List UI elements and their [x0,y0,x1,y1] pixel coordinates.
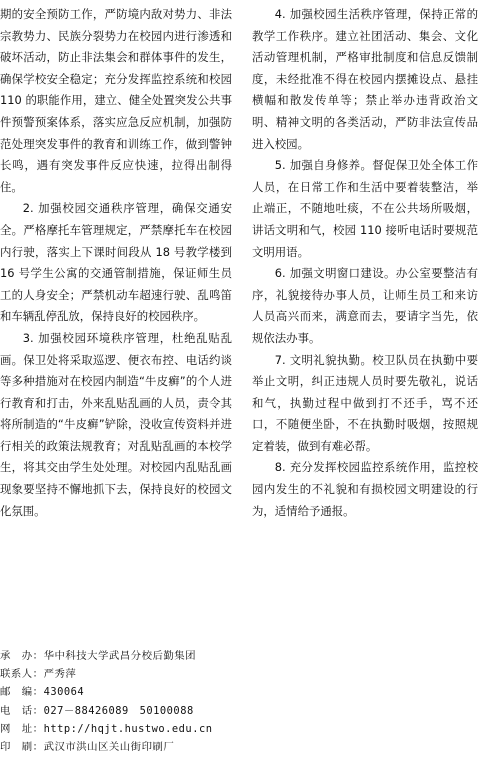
printer-row [0,738,480,756]
website-link[interactable]: http://hqjt.hustwo.edu.cn [43,722,213,735]
paragraph-traffic-order: 2. 加强校园交通秩序管理，确保交通安全。严格摩托车管理规定，严禁摩托车在校园内行驶，落实上下课时间段从 18 号教学楼到 16 号学生公寓的交通管制措施，保证师生员工的人身安全；严禁机动车超速行驶、乱鸣笛和车辆乱停乱放，保持良好的校园秩序。 [0,201,232,324]
postcode-value: 430064 [43,686,85,699]
left-column [0,4,232,522]
organizer-row [0,647,480,665]
contact-label: 联系人： [0,668,44,681]
website-label: 网 址： [0,722,44,735]
paragraph-service-window: 6. 加强文明窗口建设。办公室要整洁有序，礼貌接待办事人员，让师生员工和来访人员高兴而来，满意而去，要请字当先，依规依法办事。 [252,266,478,345]
right-column [252,4,478,522]
paragraph-living-order: 4. 加强校园生活秩序管理，保持正常的教学工作秩序。建立社团活动、集会、文化活动管理机制，严格审批制度和信息反馈制度，未经批准不得在校园内摆摊设点、悬挂横幅和散发传单等；禁止举办违背政治文明、精神文明的各类活动，严防非法宣传品进入校园。 [252,7,478,151]
phone-value: 027－88426089 50100088 [43,704,194,717]
paragraph-environment-order: 3. 加强校园环境秩序管理，杜绝乱贴乱画。保卫处将采取巡逻、便衣布控、电话约谈等多种措施对在校园内制造“牛皮癣”的个人进行教育和打击，外来乱贴乱画的人员，责令其将所制造的“牛皮癣”铲除，没收宣传资料并进行相关的政策法规教育；对乱贴乱画的本校学生，将其交由学生处处理。对校园内乱贴乱画现象要坚持不懈地抓下去，保持良好的校园文化氛围。 [0,330,232,518]
printer-label: 印 刷： [0,741,44,754]
paragraph-self-cultivation: 5. 加强自身修养。督促保卫处全体工作人员，在日常工作和生活中要着装整洁，举止端正，不随地吐痰，不在公共场所吸烟，讲话文明和气，校园 110 接听电话时要规范文明用语。 [252,158,478,259]
printer-value: 武汉市洪山区关山街印刷厂 [43,741,175,754]
organizer-label: 承 办： [0,650,44,662]
contact-row [0,665,480,683]
phone-row [0,702,480,720]
postcode-label: 邮 编： [0,686,44,699]
postcode-row [0,683,480,701]
paragraph-monitoring: 8. 充分发挥校园监控系统作用，监控校园内发生的不礼貌和有损校园文明建设的行为，适情给予通报。 [252,460,478,518]
paragraph-security-continued: 期的安全预防工作，严防境内敌对势力、非法宗教势力、民族分裂势力在校园内进行渗透和破坏活动，防止非法集会和群体事件的发生，确保学校安全稳定；充分发挥监控系统和校园 110 的职能作用，建立、健全处置突发公共事件预警预案体系，落实应急反应机制，加强防范处理突发事件的教育和训练工作，做到警钟长鸣，遇有突发事件反应快速，拉得出制得住。 [0,7,232,194]
contact-value: 严秀萍 [43,668,77,681]
website-row [0,720,480,738]
organizer-value: 华中科技大学武昌分校后勤集团 [43,650,197,662]
publication-info [0,647,480,756]
paragraph-civil-duty: 7. 文明礼貌执勤。校卫队员在执勤中要举止文明，纠正违规人员时要先敬礼，说话和气，执勤过程中做到打不还手，骂不还口，不随便坐卧，不在执勤时吸烟，按照规定着装，做到有难必帮。 [252,352,478,453]
phone-label: 电 话： [0,704,44,717]
